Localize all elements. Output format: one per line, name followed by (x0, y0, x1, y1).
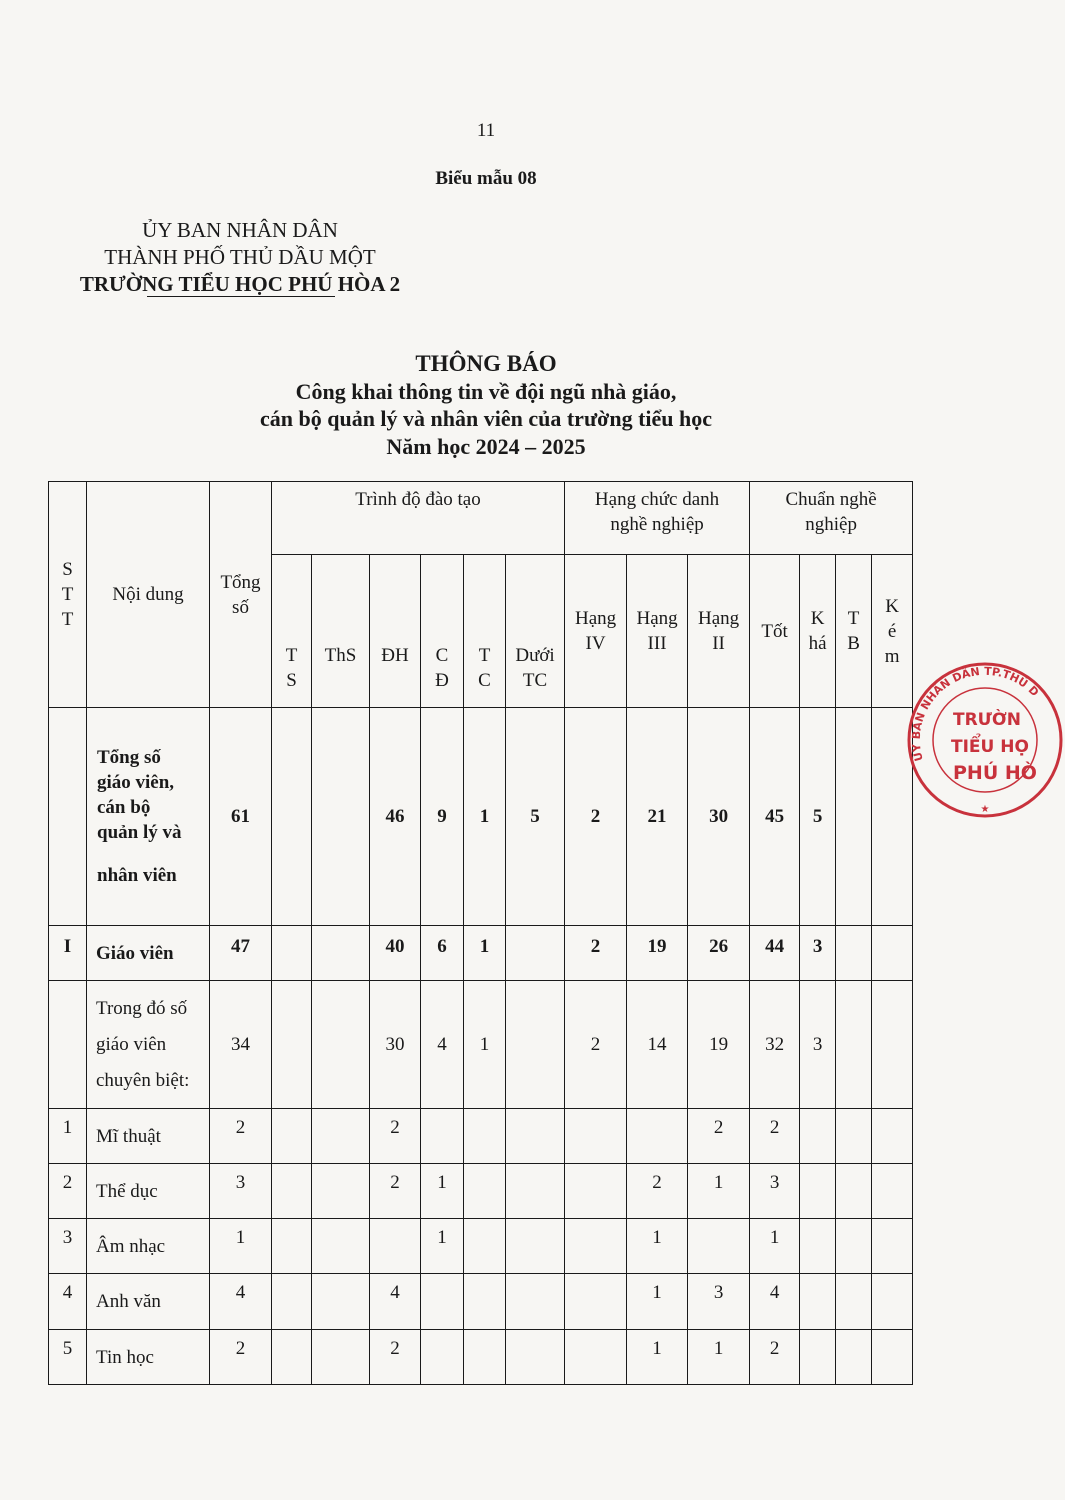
content-line: Mĩ thuật (96, 1125, 161, 1147)
page-number: 11 (476, 120, 496, 141)
cell-tb (836, 1219, 872, 1274)
cell-cd: 4 (421, 981, 464, 1109)
form-code: Biểu mẫu 08 (435, 168, 537, 189)
cell-duoi (506, 1109, 565, 1164)
cell-ts (272, 1109, 312, 1164)
cell-iv (565, 1164, 627, 1219)
cell-duoi (506, 1164, 565, 1219)
header-hang-iv: Hạng IV (565, 555, 627, 708)
cell-ths (312, 1274, 370, 1330)
header-noi-dung: Nội dung (87, 482, 210, 708)
cell-ii: 26 (688, 926, 750, 981)
cell-stt: 2 (49, 1164, 87, 1219)
content-line: Âm nhạc (96, 1235, 166, 1257)
cell-ii (688, 1219, 750, 1274)
stamp-center-line: TIỂU HỌ (951, 737, 1029, 757)
cell-tb (836, 926, 872, 981)
content-line: Tổng số (97, 747, 161, 768)
cell-cd: 1 (421, 1219, 464, 1274)
cell-ts (272, 926, 312, 981)
cell-tc (464, 1219, 506, 1274)
content-line: Anh văn (96, 1291, 161, 1312)
cell-duoi (506, 981, 565, 1109)
cell-ths (312, 1330, 370, 1385)
cell-tb (836, 1109, 872, 1164)
table-row (49, 1274, 913, 1330)
cell-ts (272, 1274, 312, 1330)
cell-ths (312, 708, 370, 926)
cell-iv (565, 1109, 627, 1164)
cell-dh: 2 (370, 1330, 421, 1385)
cell-kha (800, 1219, 836, 1274)
cell-kem (872, 1274, 913, 1330)
cell-ths (312, 1164, 370, 1219)
cell-tot: 1 (750, 1219, 800, 1274)
cell-kha: 3 (800, 981, 836, 1109)
school-name: TRƯỜNG TIỂU HỌC PHÚ HÒA 2 (79, 272, 401, 296)
cell-iii: 1 (627, 1330, 688, 1385)
cell-kem (872, 1164, 913, 1219)
cell-iii: 19 (627, 926, 688, 981)
header-ts: T S (272, 555, 312, 708)
agency-line-2: THÀNH PHỐ THỦ DẦU MỘT (104, 245, 376, 269)
table-row (49, 708, 913, 926)
cell-tc (464, 1164, 506, 1219)
content-line: giáo viên, (97, 772, 175, 793)
cell-tb (836, 981, 872, 1109)
cell-ths (312, 926, 370, 981)
notice-line-2: cán bộ quản lý và nhân viên của trường tiểu học (259, 406, 713, 431)
cell-tong: 1 (210, 1219, 272, 1274)
header-dh: ĐH (370, 555, 421, 708)
cell-content (87, 981, 210, 1109)
stamp-center-line: TRƯỜN (953, 710, 1021, 730)
cell-ts (272, 1219, 312, 1274)
cell-kem (872, 981, 913, 1109)
cell-ii: 19 (688, 981, 750, 1109)
cell-tong: 3 (210, 1164, 272, 1219)
cell-iii: 14 (627, 981, 688, 1109)
cell-tc (464, 1330, 506, 1385)
header-kha: K há (800, 555, 836, 708)
content-line: cán bộ (97, 797, 151, 818)
cell-ii: 2 (688, 1109, 750, 1164)
stamp-ring-text: ỦY BAN NHÂN DÂN TP.THỦ D (909, 664, 1042, 763)
cell-ths (312, 981, 370, 1109)
header-tot: Tốt (750, 555, 800, 708)
content-line: chuyên biệt: (96, 1069, 190, 1091)
table-row (49, 926, 913, 981)
staff-table (48, 481, 913, 1385)
cell-kem (872, 1109, 913, 1164)
cell-kha: 5 (800, 708, 836, 926)
cell-dh: 40 (370, 926, 421, 981)
content-line: Trong đó số (96, 997, 188, 1019)
notice-title-block (0, 350, 972, 460)
notice-line-3: Năm học 2024 – 2025 (386, 433, 586, 459)
table-row (49, 981, 913, 1109)
header-duoi-tc: Dưới TC (506, 555, 565, 708)
cell-tot: 2 (750, 1330, 800, 1385)
cell-tc (464, 1109, 506, 1164)
agency-header (60, 217, 420, 298)
cell-kha (800, 1274, 836, 1330)
cell-dh: 4 (370, 1274, 421, 1330)
cell-iv (565, 1274, 627, 1330)
cell-content (87, 1274, 210, 1330)
cell-tot: 2 (750, 1109, 800, 1164)
cell-kem (872, 926, 913, 981)
cell-duoi: 5 (506, 708, 565, 926)
cell-iv (565, 1219, 627, 1274)
cell-kha: 3 (800, 926, 836, 981)
header-tc: T C (464, 555, 506, 708)
cell-content (87, 1219, 210, 1274)
cell-iv (565, 1330, 627, 1385)
cell-tc: 1 (464, 708, 506, 926)
cell-duoi (506, 926, 565, 981)
cell-tc (464, 1274, 506, 1330)
cell-stt: 3 (49, 1219, 87, 1274)
stamp-center-line: PHÚ HÒ (953, 762, 1037, 784)
cell-ts (272, 981, 312, 1109)
cell-iv: 2 (565, 926, 627, 981)
header-hang-chuc-danh: Hạng chức danh nghề nghiệp (565, 482, 750, 555)
cell-kem (872, 1330, 913, 1385)
cell-ts (272, 1164, 312, 1219)
cell-dh: 30 (370, 981, 421, 1109)
notice-line-1: Công khai thông tin về đội ngũ nhà giáo, (295, 378, 677, 404)
cell-tong: 2 (210, 1109, 272, 1164)
cell-stt (49, 708, 87, 926)
cell-tong: 4 (210, 1274, 272, 1330)
cell-tc: 1 (464, 926, 506, 981)
cell-kem (872, 1219, 913, 1274)
cell-tb (836, 708, 872, 926)
cell-cd (421, 1274, 464, 1330)
cell-stt (49, 981, 87, 1109)
cell-stt: 5 (49, 1330, 87, 1385)
header-ths: ThS (312, 555, 370, 708)
cell-content (87, 1164, 210, 1219)
cell-iv: 2 (565, 708, 627, 926)
cell-iii: 21 (627, 708, 688, 926)
cell-cd (421, 1109, 464, 1164)
cell-content (87, 1109, 210, 1164)
header-hang-iii: Hạng III (627, 555, 688, 708)
cell-tong: 2 (210, 1330, 272, 1385)
table-row (49, 1330, 913, 1385)
cell-tot: 3 (750, 1164, 800, 1219)
cell-stt: 1 (49, 1109, 87, 1164)
content-line: Giáo viên (96, 942, 174, 964)
cell-tong: 47 (210, 926, 272, 981)
cell-cd: 1 (421, 1164, 464, 1219)
header-stt: S T T (49, 482, 87, 708)
cell-content (87, 926, 210, 981)
cell-tot: 4 (750, 1274, 800, 1330)
cell-ts (272, 1330, 312, 1385)
cell-stt: 4 (49, 1274, 87, 1330)
cell-cd: 6 (421, 926, 464, 981)
cell-iii: 1 (627, 1274, 688, 1330)
cell-ii: 30 (688, 708, 750, 926)
cell-duoi (506, 1219, 565, 1274)
cell-ii: 3 (688, 1274, 750, 1330)
cell-content (87, 708, 210, 926)
cell-tong: 61 (210, 708, 272, 926)
cell-kha (800, 1330, 836, 1385)
content-line: giáo viên (96, 1033, 167, 1055)
cell-tong: 34 (210, 981, 272, 1109)
content-line: Tin học (96, 1346, 154, 1368)
table-row (49, 1219, 913, 1274)
cell-kha (800, 1109, 836, 1164)
header-tong-so: Tổng số (210, 482, 272, 708)
table-body (49, 708, 913, 1385)
cell-ts (272, 708, 312, 926)
header-underline (147, 296, 335, 297)
cell-tc: 1 (464, 981, 506, 1109)
cell-cd: 9 (421, 708, 464, 926)
content-line: Thể dục (96, 1180, 158, 1202)
cell-ii: 1 (688, 1164, 750, 1219)
school-stamp (905, 660, 1065, 820)
cell-iii (627, 1109, 688, 1164)
header-hang-ii: Hạng II (688, 555, 750, 708)
content-line: nhân viên (97, 865, 177, 886)
cell-tb (836, 1274, 872, 1330)
cell-cd (421, 1330, 464, 1385)
cell-ths (312, 1109, 370, 1164)
header-kem: K é m (872, 555, 913, 708)
cell-tot: 32 (750, 981, 800, 1109)
cell-dh: 46 (370, 708, 421, 926)
table-row (49, 1164, 913, 1219)
notice-title: THÔNG BÁO (415, 351, 557, 376)
star-icon: ★ (980, 804, 990, 815)
header-tb: T B (836, 555, 872, 708)
cell-tot: 44 (750, 926, 800, 981)
agency-line-1: ỦY BAN NHÂN DÂN (142, 218, 338, 242)
cell-ii: 1 (688, 1330, 750, 1385)
cell-tot: 45 (750, 708, 800, 926)
header-chuan-nghe-nghiep: Chuẩn nghề nghiệp (750, 482, 913, 555)
cell-stt: I (49, 926, 87, 981)
cell-dh (370, 1219, 421, 1274)
cell-iv: 2 (565, 981, 627, 1109)
content-line: quản lý và (97, 822, 182, 843)
cell-dh: 2 (370, 1109, 421, 1164)
cell-content (87, 1330, 210, 1385)
header-trinh-do: Trình độ đào tạo (272, 482, 565, 555)
cell-tb (836, 1330, 872, 1385)
cell-ths (312, 1219, 370, 1274)
cell-kha (800, 1164, 836, 1219)
cell-dh: 2 (370, 1164, 421, 1219)
cell-duoi (506, 1274, 565, 1330)
cell-iii: 1 (627, 1219, 688, 1274)
table-row (49, 1109, 913, 1164)
cell-iii: 2 (627, 1164, 688, 1219)
header-cd: C Đ (421, 555, 464, 708)
cell-duoi (506, 1330, 565, 1385)
cell-tb (836, 1164, 872, 1219)
